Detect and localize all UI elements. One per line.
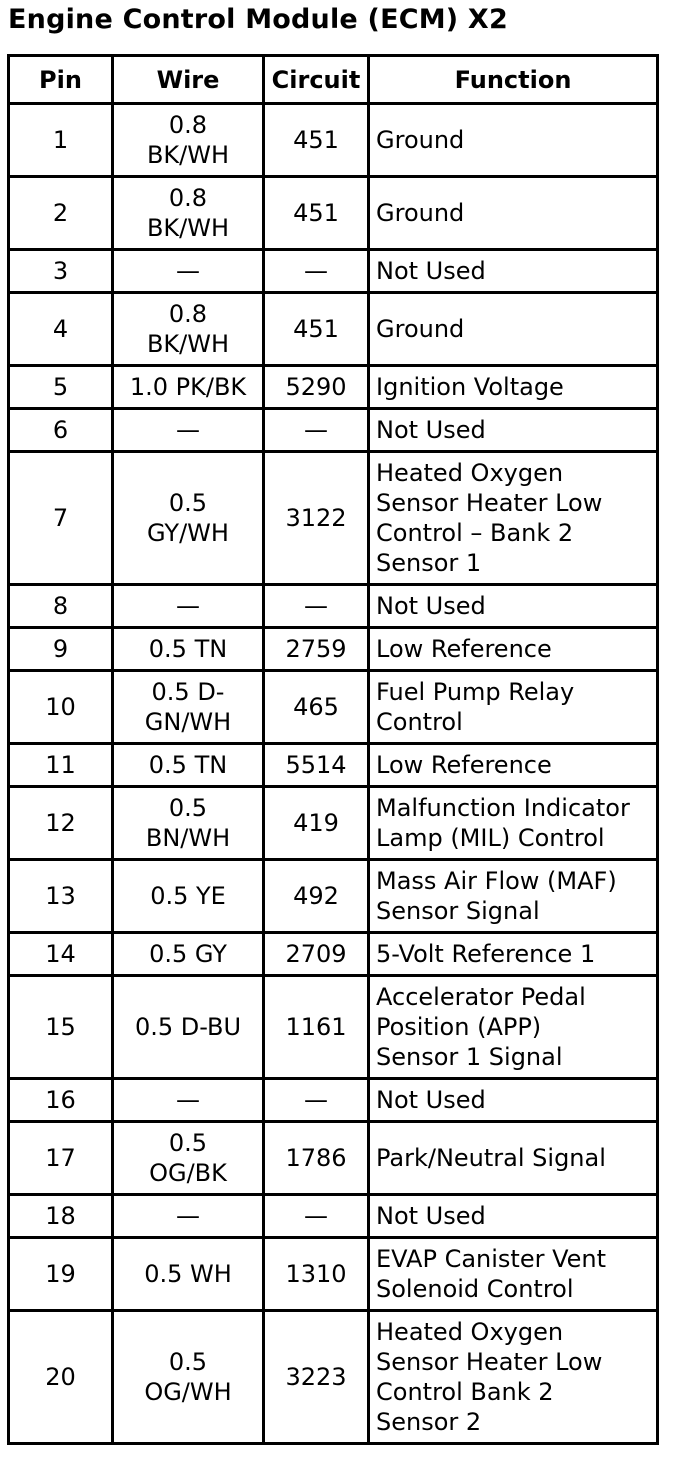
table-row <box>9 933 658 976</box>
circuit-cell: — <box>264 409 369 452</box>
table-row <box>9 1311 658 1444</box>
table-row <box>9 1122 658 1195</box>
function-cell: Malfunction Indicator Lamp (MIL) Control <box>369 787 658 860</box>
table-header <box>9 56 658 104</box>
page-title: Engine Control Module (ECM) X2 <box>8 4 508 35</box>
circuit-cell: 419 <box>264 787 369 860</box>
pin-cell: 20 <box>9 1311 113 1444</box>
column-header-function: Function <box>369 56 658 104</box>
wire-cell: 0.5 OG/BK <box>113 1122 264 1195</box>
pin-cell: 7 <box>9 452 113 585</box>
function-cell: Not Used <box>369 585 658 628</box>
pin-cell: 8 <box>9 585 113 628</box>
wire-cell: 0.5 D- GN/WH <box>113 671 264 744</box>
table-row <box>9 1079 658 1122</box>
pin-cell: 15 <box>9 976 113 1079</box>
circuit-cell: — <box>264 1195 369 1238</box>
circuit-cell: 1161 <box>264 976 369 1079</box>
circuit-cell: 5290 <box>264 366 369 409</box>
pin-cell: 17 <box>9 1122 113 1195</box>
circuit-cell: 3223 <box>264 1311 369 1444</box>
circuit-cell: 1786 <box>264 1122 369 1195</box>
function-cell: Not Used <box>369 409 658 452</box>
wire-cell: — <box>113 585 264 628</box>
table-row <box>9 250 658 293</box>
table-row <box>9 104 658 177</box>
function-cell: Mass Air Flow (MAF) Sensor Signal <box>369 860 658 933</box>
wire-cell: 0.5 D-BU <box>113 976 264 1079</box>
wire-cell: 0.8 BK/WH <box>113 177 264 250</box>
function-cell: Ground <box>369 177 658 250</box>
wire-cell: — <box>113 250 264 293</box>
wire-cell: 0.8 BK/WH <box>113 104 264 177</box>
pin-cell: 10 <box>9 671 113 744</box>
pin-cell: 6 <box>9 409 113 452</box>
table-row <box>9 744 658 787</box>
table-row <box>9 1238 658 1311</box>
pin-cell: 1 <box>9 104 113 177</box>
wire-cell: 0.5 GY/WH <box>113 452 264 585</box>
pin-cell: 11 <box>9 744 113 787</box>
column-header-wire: Wire <box>113 56 264 104</box>
function-cell: Low Reference <box>369 744 658 787</box>
pin-cell: 14 <box>9 933 113 976</box>
circuit-cell: 465 <box>264 671 369 744</box>
pin-cell: 5 <box>9 366 113 409</box>
circuit-cell: 2709 <box>264 933 369 976</box>
wire-cell: 0.5 YE <box>113 860 264 933</box>
pin-cell: 12 <box>9 787 113 860</box>
function-cell: Not Used <box>369 250 658 293</box>
function-cell: Heated Oxygen Sensor Heater Low Control – Bank 2 Sensor 1 <box>369 452 658 585</box>
pin-cell: 19 <box>9 1238 113 1311</box>
table-row <box>9 366 658 409</box>
function-cell: Ground <box>369 104 658 177</box>
circuit-cell: 451 <box>264 293 369 366</box>
circuit-cell: 3122 <box>264 452 369 585</box>
pin-cell: 18 <box>9 1195 113 1238</box>
function-cell: Fuel Pump Relay Control <box>369 671 658 744</box>
wire-cell: 0.5 TN <box>113 628 264 671</box>
table-row <box>9 1195 658 1238</box>
function-cell: Accelerator Pedal Position (APP) Sensor 1 Signal <box>369 976 658 1079</box>
wire-cell: 0.5 TN <box>113 744 264 787</box>
function-cell: EVAP Canister Vent Solenoid Control <box>369 1238 658 1311</box>
wire-cell: 0.8 BK/WH <box>113 293 264 366</box>
wire-cell: 1.0 PK/BK <box>113 366 264 409</box>
wire-cell: 0.5 WH <box>113 1238 264 1311</box>
circuit-cell: 451 <box>264 104 369 177</box>
pin-cell: 3 <box>9 250 113 293</box>
wire-cell: 0.5 GY <box>113 933 264 976</box>
function-cell: Park/Neutral Signal <box>369 1122 658 1195</box>
wire-cell: — <box>113 409 264 452</box>
function-cell: Ignition Voltage <box>369 366 658 409</box>
pinout-table <box>7 54 659 1445</box>
table-row <box>9 671 658 744</box>
circuit-cell: — <box>264 1079 369 1122</box>
wire-cell: 0.5 BN/WH <box>113 787 264 860</box>
pin-cell: 16 <box>9 1079 113 1122</box>
wire-cell: 0.5 OG/WH <box>113 1311 264 1444</box>
table-row <box>9 177 658 250</box>
pin-cell: 13 <box>9 860 113 933</box>
function-cell: Not Used <box>369 1195 658 1238</box>
circuit-cell: 492 <box>264 860 369 933</box>
circuit-cell: 2759 <box>264 628 369 671</box>
function-cell: Heated Oxygen Sensor Heater Low Control Bank 2 Sensor 2 <box>369 1311 658 1444</box>
function-cell: 5-Volt Reference 1 <box>369 933 658 976</box>
table-body <box>9 104 658 1444</box>
pin-cell: 2 <box>9 177 113 250</box>
table-row <box>9 860 658 933</box>
circuit-cell: — <box>264 250 369 293</box>
table-row <box>9 976 658 1079</box>
header-row <box>9 56 658 104</box>
table-row <box>9 452 658 585</box>
pin-cell: 4 <box>9 293 113 366</box>
wire-cell: — <box>113 1195 264 1238</box>
circuit-cell: 451 <box>264 177 369 250</box>
table-row <box>9 787 658 860</box>
circuit-cell: 5514 <box>264 744 369 787</box>
table-row <box>9 409 658 452</box>
pin-cell: 9 <box>9 628 113 671</box>
function-cell: Ground <box>369 293 658 366</box>
circuit-cell: — <box>264 585 369 628</box>
table-row <box>9 628 658 671</box>
function-cell: Not Used <box>369 1079 658 1122</box>
circuit-cell: 1310 <box>264 1238 369 1311</box>
function-cell: Low Reference <box>369 628 658 671</box>
column-header-pin: Pin <box>9 56 113 104</box>
table-row <box>9 585 658 628</box>
column-header-circuit: Circuit <box>264 56 369 104</box>
table-row <box>9 293 658 366</box>
wire-cell: — <box>113 1079 264 1122</box>
